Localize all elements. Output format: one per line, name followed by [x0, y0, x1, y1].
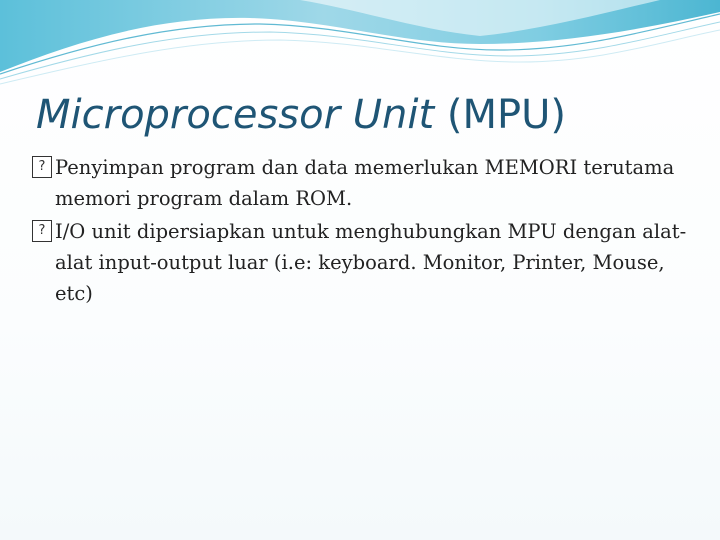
- slide-title: [36, 86, 566, 144]
- bullet-item-io-unit: [32, 216, 702, 309]
- bullet-text: I/O unit dipersiapkan untuk menghubungkan MPU dengan alat-alat input-output luar (i.e: keyboard. Monitor, Printer, Mouse, etc): [55, 220, 687, 305]
- bullet-list: [32, 152, 702, 311]
- wave-header-decoration: [0, 0, 720, 90]
- title-italic: Microprocessor Unit: [36, 92, 435, 138]
- missing-glyph-icon: [32, 220, 52, 242]
- title-abbreviation: (MPU): [446, 92, 567, 138]
- missing-glyph-icon: [32, 156, 52, 178]
- bullet-text: Penyimpan program dan data memerlukan MEMORI terutama memori program dalam ROM.: [55, 156, 675, 210]
- bullet-item-memory: [32, 152, 702, 214]
